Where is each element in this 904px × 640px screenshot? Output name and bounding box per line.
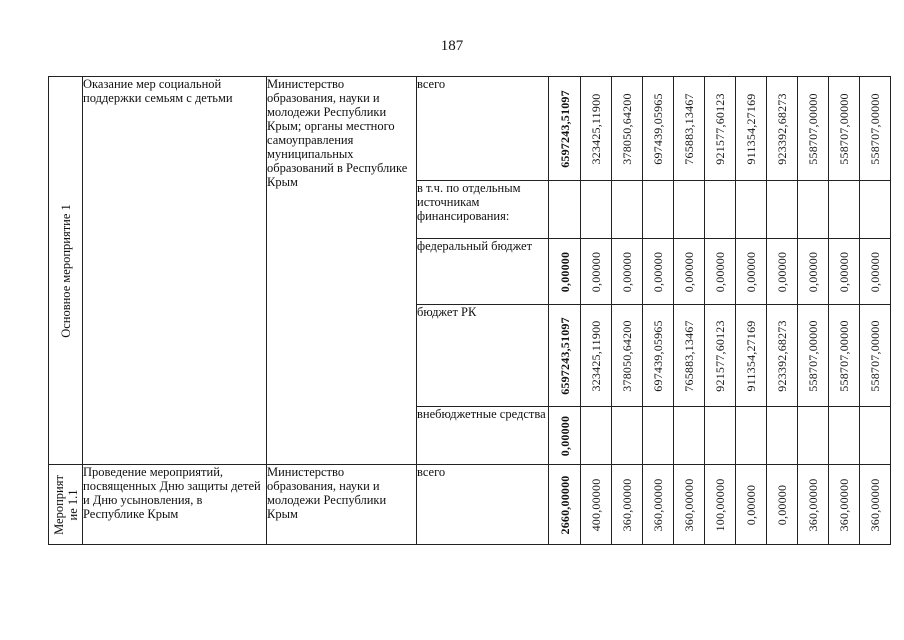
year-value: 323425,11900: [589, 320, 603, 391]
year-value: 911354,27169: [744, 320, 758, 391]
activity-name: Оказание мер социальной поддержки семьям с детьми: [83, 77, 267, 465]
year-value: 400,00000: [589, 478, 603, 531]
year-cell: [643, 305, 674, 407]
year-cell: [612, 305, 643, 407]
year-value: 923392,68273: [775, 319, 789, 392]
year-cell: [643, 181, 674, 239]
year-cell: [612, 239, 643, 305]
year-cell: [798, 465, 829, 545]
year-cell: [612, 465, 643, 545]
year-cell: [829, 465, 860, 545]
year-cell: [798, 407, 829, 465]
year-cell: [860, 407, 891, 465]
year-cell: [767, 77, 798, 181]
year-value: 921577,60123: [713, 92, 727, 165]
total-cell: [549, 77, 581, 181]
total-value: 2660,00000: [557, 475, 572, 534]
year-cell: [860, 239, 891, 305]
year-value: 0,00000: [589, 251, 603, 292]
year-cell: [705, 465, 736, 545]
budget-table: [48, 76, 891, 545]
year-value: 0,00000: [651, 251, 665, 292]
year-value: 323425,11900: [589, 93, 603, 164]
year-cell: [705, 77, 736, 181]
year-cell: [612, 407, 643, 465]
table-row: [49, 77, 891, 181]
year-cell: [736, 239, 767, 305]
year-value: 378050,64200: [620, 319, 634, 392]
activity-label: [52, 475, 80, 535]
year-cell: [798, 239, 829, 305]
year-cell: [736, 465, 767, 545]
year-value: 911354,27169: [744, 93, 758, 164]
year-value: 360,00000: [837, 478, 851, 531]
table-row: [49, 465, 891, 545]
year-value: 558707,00000: [868, 92, 882, 165]
year-value: 697439,05965: [651, 92, 665, 165]
year-cell: [674, 465, 705, 545]
year-cell: [829, 181, 860, 239]
year-value: 923392,68273: [775, 92, 789, 165]
source-name: внебюджетные средства: [417, 407, 549, 465]
year-cell: [674, 181, 705, 239]
source-name: федеральный бюджет: [417, 239, 549, 305]
year-cell: [860, 77, 891, 181]
activity-label-cell: [49, 77, 83, 465]
year-cell: [643, 77, 674, 181]
total-value: 6597243,51097: [557, 316, 572, 395]
year-cell: [767, 181, 798, 239]
year-value: 0,00000: [806, 251, 820, 292]
year-value: 765883,13467: [682, 319, 696, 392]
year-value: 765883,13467: [682, 92, 696, 165]
year-cell: [829, 77, 860, 181]
year-cell: [705, 407, 736, 465]
year-cell: [860, 465, 891, 545]
total-cell: [549, 305, 581, 407]
source-name: бюджет РК: [417, 305, 549, 407]
total-value: 6597243,51097: [557, 89, 572, 168]
year-cell: [767, 239, 798, 305]
year-cell: [705, 239, 736, 305]
activity-label-line: ие 1.1: [65, 489, 80, 520]
year-value: 0,00000: [775, 251, 789, 292]
year-cell: [612, 181, 643, 239]
year-value: 0,00000: [620, 251, 634, 292]
year-value: 558707,00000: [806, 319, 820, 392]
year-cell: [705, 181, 736, 239]
year-cell: [643, 239, 674, 305]
total-value: 0,00000: [557, 251, 572, 292]
year-value: 558707,00000: [837, 319, 851, 392]
year-value: 360,00000: [682, 478, 696, 531]
year-cell: [581, 305, 612, 407]
year-cell: [767, 465, 798, 545]
year-value: 558707,00000: [868, 319, 882, 392]
year-cell: [581, 239, 612, 305]
year-value: 360,00000: [806, 478, 820, 531]
year-value: 100,00000: [713, 478, 727, 531]
year-value: 0,00000: [682, 251, 696, 292]
year-cell: [798, 77, 829, 181]
activity-label-cell: [49, 465, 83, 545]
year-cell: [674, 239, 705, 305]
year-value: 921577,60123: [713, 319, 727, 392]
activity-executor: Министерство образования, науки и молодежи Республики Крым: [267, 465, 417, 545]
year-value: 558707,00000: [837, 92, 851, 165]
year-cell: [581, 407, 612, 465]
total-cell: [549, 407, 581, 465]
year-value: 0,00000: [744, 251, 758, 292]
year-value: 360,00000: [620, 478, 634, 531]
year-cell: [829, 239, 860, 305]
year-cell: [860, 305, 891, 407]
year-cell: [612, 77, 643, 181]
year-cell: [829, 407, 860, 465]
year-cell: [674, 305, 705, 407]
year-value: 558707,00000: [806, 92, 820, 165]
year-cell: [643, 407, 674, 465]
year-cell: [736, 77, 767, 181]
year-cell: [705, 305, 736, 407]
year-cell: [736, 305, 767, 407]
total-cell: [549, 181, 581, 239]
year-cell: [798, 305, 829, 407]
year-cell: [674, 77, 705, 181]
total-value: 0,00000: [557, 415, 572, 456]
year-cell: [581, 465, 612, 545]
year-cell: [643, 465, 674, 545]
year-cell: [581, 181, 612, 239]
year-value: 697439,05965: [651, 319, 665, 392]
year-cell: [581, 77, 612, 181]
year-value: 360,00000: [868, 478, 882, 531]
year-cell: [860, 181, 891, 239]
year-value: 0,00000: [837, 251, 851, 292]
activity-executor: Министерство образования, науки и молодежи Республики Крым; органы местного самоуправления муниципальных образований в Республике Крым: [267, 77, 417, 465]
year-cell: [829, 305, 860, 407]
year-value: 378050,64200: [620, 92, 634, 165]
year-value: 0,00000: [868, 251, 882, 292]
page-number: 187: [440, 38, 464, 54]
year-value: 0,00000: [744, 484, 758, 525]
year-cell: [767, 407, 798, 465]
activity-label: Основное мероприятие 1: [58, 203, 73, 338]
year-cell: [674, 407, 705, 465]
activity-name: Проведение мероприятий, посвященных Дню защиты детей и Дню усыновления, в Республике Крым: [83, 465, 267, 545]
year-value: 360,00000: [651, 478, 665, 531]
year-cell: [736, 407, 767, 465]
year-cell: [767, 305, 798, 407]
year-value: 0,00000: [775, 484, 789, 525]
activity-label-line: Мероприят: [51, 474, 66, 535]
year-cell: [798, 181, 829, 239]
year-cell: [736, 181, 767, 239]
year-value: 0,00000: [713, 251, 727, 292]
source-name: всего: [417, 77, 549, 181]
total-cell: [549, 465, 581, 545]
source-name: в т.ч. по отдельным источникам финансирования:: [417, 181, 549, 239]
total-cell: [549, 239, 581, 305]
source-name: всего: [417, 465, 549, 545]
